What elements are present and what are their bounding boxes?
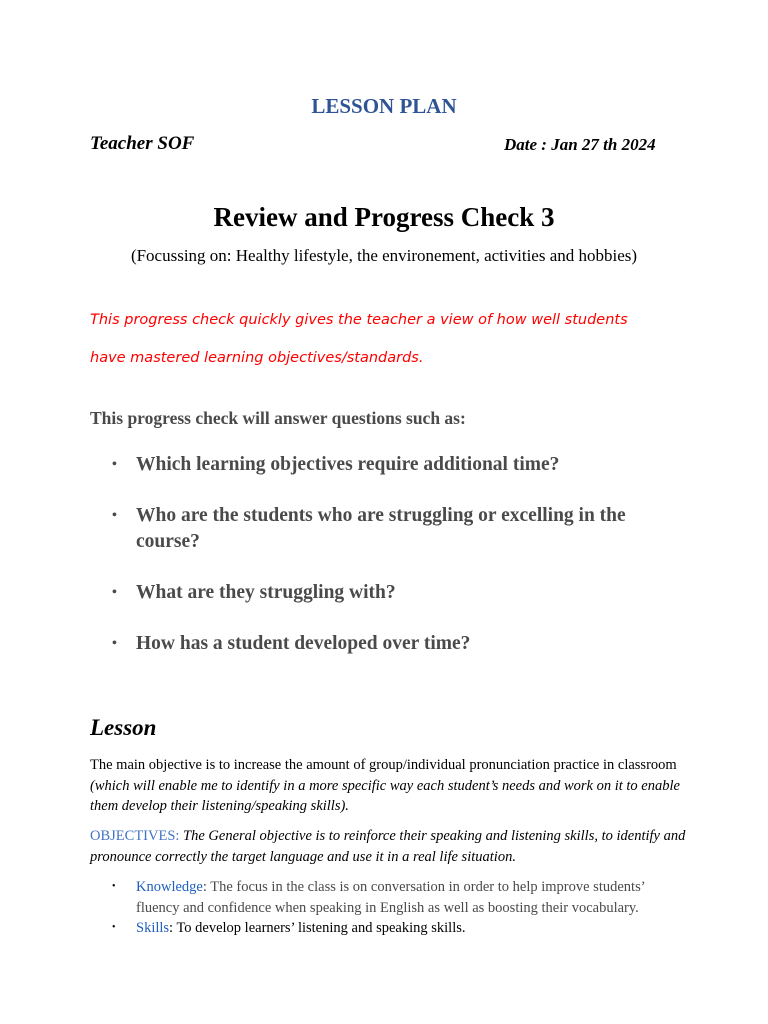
bullet-icon: • bbox=[112, 585, 117, 600]
bullet-icon: • bbox=[112, 508, 117, 523]
progress-note-line-1: This progress check quickly gives the teacher a view of how well students bbox=[90, 312, 628, 328]
questions-intro: This progress check will answer questions such as: bbox=[90, 408, 466, 428]
main-title: Review and Progress Check 3 bbox=[213, 202, 555, 232]
skills-text: : To develop learners’ listening and speaking skills. bbox=[169, 920, 466, 936]
objectives-list bbox=[90, 877, 680, 939]
lesson-date: Date : Jan 27 th 2024 bbox=[504, 135, 656, 154]
question-text: What are they struggling with? bbox=[136, 582, 396, 603]
doc-title: LESSON PLAN bbox=[311, 94, 457, 118]
list-item bbox=[90, 452, 670, 478]
list-item bbox=[90, 877, 680, 918]
bullet-icon: • bbox=[112, 636, 117, 651]
bullet-icon: • bbox=[112, 922, 116, 933]
questions-list bbox=[90, 452, 670, 682]
lesson-intro-paragraph bbox=[90, 755, 690, 817]
question-text: How has a student developed over time? bbox=[136, 633, 471, 654]
skills-label: Skills bbox=[136, 920, 170, 936]
knowledge-text: : The focus in the class is on conversation in order to help improve students’ fluency and confidence when speaking in English as well as boosting their vocabulary. bbox=[136, 879, 645, 916]
list-item bbox=[90, 503, 670, 555]
question-text: Which learning objectives require additional time? bbox=[136, 454, 560, 475]
objectives-paragraph bbox=[90, 826, 690, 867]
list-item bbox=[90, 918, 680, 939]
progress-note-line-2: have mastered learning objectives/standards. bbox=[90, 350, 424, 366]
bullet-icon: • bbox=[112, 881, 116, 892]
teacher-name: Teacher SOF bbox=[90, 133, 195, 154]
objectives-label: OBJECTIVES: bbox=[90, 828, 180, 844]
lesson-intro-text: The main objective is to increase the amount of group/individual pronunciation practice in classroom bbox=[90, 757, 677, 773]
objectives-text: The General objective is to reinforce their speaking and listening skills, to identify and pronounce correctly the target language and use it in a real life situation. bbox=[90, 828, 686, 865]
list-item bbox=[90, 631, 670, 657]
lesson-intro-italic: (which will enable me to identify in a more specific way each student’s needs and work on it to enable them develop their listening/speaking skills). bbox=[90, 777, 680, 814]
question-text: Who are the students who are struggling or excelling in the course? bbox=[136, 505, 626, 552]
bullet-icon: • bbox=[112, 457, 117, 472]
subtitle: (Focussing on: Healthy lifestyle, the environement, activities and hobbies) bbox=[130, 246, 638, 265]
lesson-heading: Lesson bbox=[90, 715, 157, 740]
list-item bbox=[90, 580, 670, 606]
knowledge-label: Knowledge bbox=[136, 879, 203, 895]
